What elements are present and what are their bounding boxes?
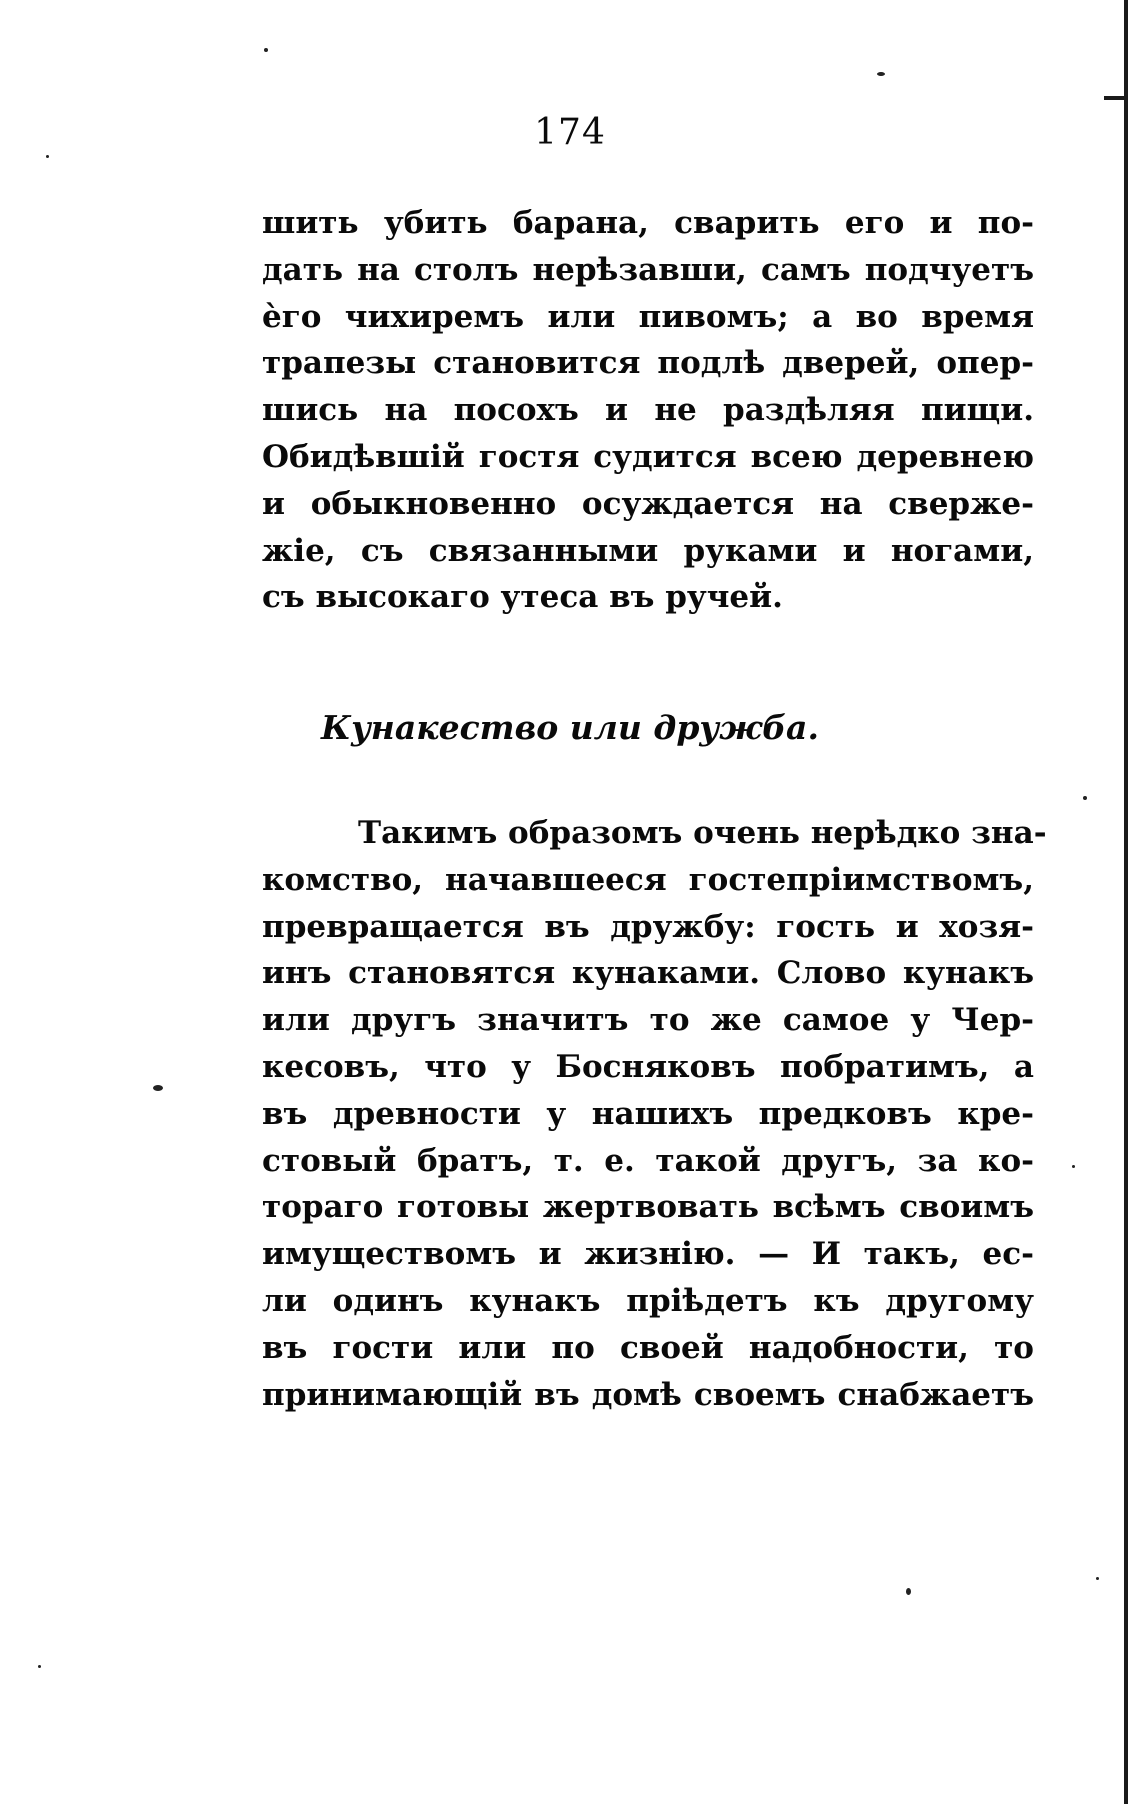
text-line: принимающій въ домѣ своемъ снабжаетъ (262, 1376, 1034, 1413)
page-edge-mark (1104, 96, 1126, 100)
text-line: кесовъ, что у Босняковъ побратимъ, а (262, 1048, 1034, 1085)
scan-speck (1072, 1165, 1075, 1168)
text-line: въ гости или по своей надобности, то (262, 1329, 1034, 1366)
scan-speck (46, 155, 49, 158)
scan-speck (264, 48, 268, 52)
page-edge-line (1124, 0, 1128, 1804)
text-line: Такимъ образомъ очень нерѣдко зна- (358, 815, 1047, 851)
scan-speck (38, 1665, 41, 1668)
text-line: имуществомъ и жизнію. — И такъ, ес- (262, 1236, 1034, 1273)
text-line: шись на посохъ и не раздѣляя пищи. (262, 392, 1034, 429)
paragraph-2 (262, 810, 1047, 1418)
text-line: и обыкновенно осуждается на сверже- (262, 485, 1034, 522)
text-line: тораго готовы жертвовать всѣмъ своимъ (262, 1189, 1034, 1226)
page-number: 174 (534, 112, 606, 153)
scan-speck (877, 72, 885, 76)
text-line: ли одинъ кунакъ пріѣдетъ къ другому (262, 1282, 1034, 1319)
text-line: или другъ значитъ то же самое у Чер- (262, 1002, 1034, 1039)
text-line: дать на столъ нерѣзавши, самъ подчуетъ (262, 251, 1034, 288)
text-line: превращается въ дружбу: гость и хозя- (262, 908, 1034, 945)
text-line: шить убить барана, сварить его и по- (262, 205, 1034, 241)
scan-speck (1096, 1577, 1099, 1580)
text-line: ѐго чихиремъ или пивомъ; а во время (262, 298, 1034, 335)
section-heading: Кунакество или дружба. (321, 708, 819, 747)
scan-speck (153, 1085, 163, 1091)
text-line: инъ становятся кунаками. Слово кунакъ (262, 955, 1034, 992)
text-line: жіе, съ связанными руками и ногами, (262, 532, 1034, 569)
text-line: трапезы становится подлѣ дверей, опер- (262, 345, 1034, 382)
text-line: комство, начавшееся гостепріимствомъ, (262, 861, 1034, 898)
text-line: съ высокаго утеса въ ручей. (262, 579, 783, 616)
scan-speck (1083, 796, 1087, 800)
text-line: Обидѣвшій гостя судится всею деревнею (262, 438, 1034, 475)
paragraph-1 (262, 200, 1034, 621)
text-line: стовый братъ, т. е. такой другъ, за ко- (262, 1142, 1034, 1179)
scan-speck (906, 1588, 911, 1595)
text-line: въ древности у нашихъ предковъ кре- (262, 1095, 1034, 1132)
